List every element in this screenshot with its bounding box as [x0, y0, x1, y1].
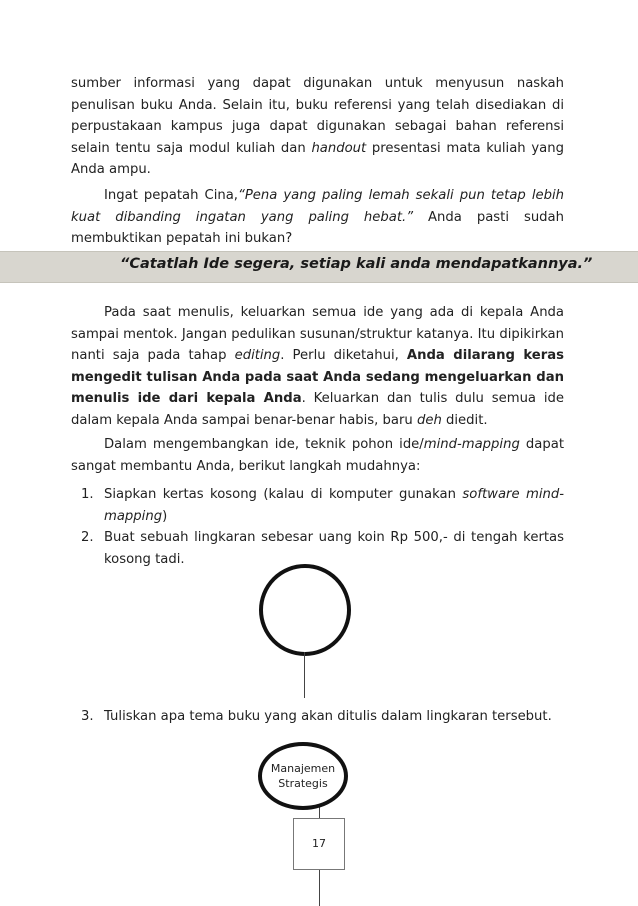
topic-circle-label: Manajemen Strategis — [270, 762, 336, 790]
paragraph-sources: sumber informasi yang dapat digunakan untuk menyusun naskah penulisan buku Anda. Selain itu, buku referensi yang telah disediakan di perpustakaan kampus juga dapat digunakan sebagai bahan referensi selain tentu saja modul kuliah dan handout presentasi mata kuliah yang Anda ampu. — [71, 76, 564, 177]
quote-banner — [0, 251, 638, 283]
paragraph-mind-mapping: Dalam mengembangkan ide, teknik pohon ide/mind-mapping dapat sangat membantu Anda, berikut langkah mudahnya: — [71, 437, 564, 474]
list-item: 2. Buat sebuah lingkaran sebesar uang koin Rp 500,- di tengah kertas kosong tadi. — [81, 530, 564, 567]
connector-line — [304, 652, 305, 698]
paragraph-writing-tips: Pada saat menulis, keluarkan semua ide yang ada di kepala Anda sampai mentok. Jangan pedulikan susunan/struktur katanya. Itu dipikirkan nanti saja pada tahap editing. Perlu diketahui, Anda dilarang keras mengedit tulisan Anda pada saat Anda sedang mengeluarkan dan menulis ide dari kepala Anda. Keluarkan dan tulis dulu semua ide dalam kepala Anda sampai benar-benar habis, baru deh diedit. — [71, 305, 564, 428]
banner-quote: “Catatlah Ide segera, setiap kali anda mendapatkannya.” — [120, 256, 593, 272]
topic-circle — [258, 742, 348, 810]
empty-circle — [259, 564, 351, 656]
steps-list-continued — [71, 706, 564, 728]
bold-warning: Anda dilarang keras mengedit tulisan Anda pada saat Anda sedang mengeluarkan dan menulis ide dari kepala Anda — [71, 348, 564, 406]
page-number: 17 — [293, 818, 345, 870]
list-item: 1. Siapkan kertas kosong (kalau di komputer gunakan software mind-mapping) — [81, 487, 564, 524]
steps-list — [71, 484, 564, 570]
paragraph-proverb: Ingat pepatah Cina,“Pena yang paling lemah sekali pun tetap lebih kuat dibanding ingatan yang paling hebat.” Anda pasti sudah membuktikan pepatah ini bukan? — [71, 188, 564, 246]
list-item: 3. Tuliskan apa tema buku yang akan ditulis dalam lingkaran tersebut. — [81, 709, 552, 724]
